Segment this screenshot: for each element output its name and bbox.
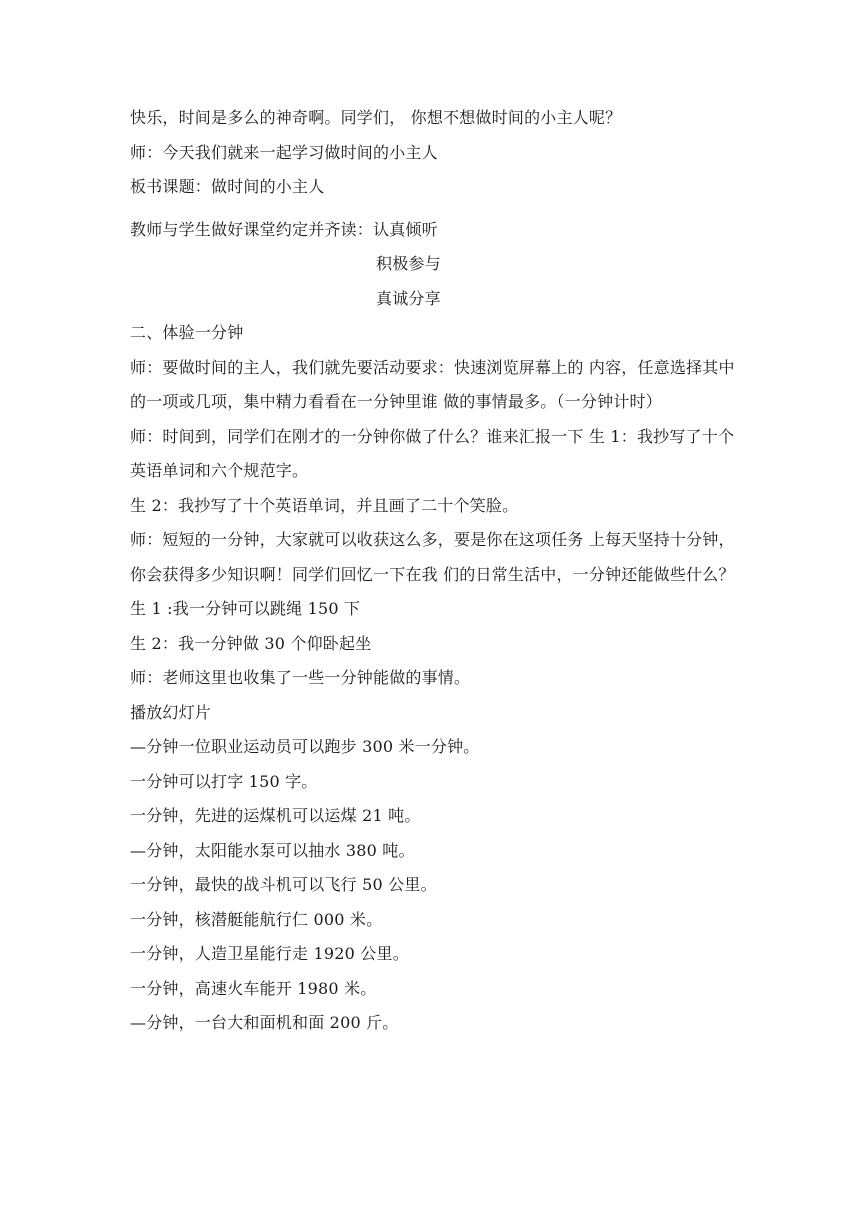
list-item-coal-machine: 一分钟，先进的运煤机可以运煤 21 吨。 [130,806,421,825]
paragraph-student-2-report: 生 2：我抄写了十个英语单词，并且画了二十个笑脸。 [130,495,519,515]
paragraph-teacher-collected: 师：老师这里也收集了一些一分钟能做的事情。 [130,668,471,687]
list-item-solar-pump: —分钟，太阳能水泵可以抽水 380 吨。 [130,840,415,860]
paragraph-agreement-item-2: 积极参与 [376,254,441,273]
paragraph-board-title: 板书课题：做时间的小主人 [130,177,325,196]
list-item-submarine: 一分钟，核潜艇能航行仁 000 米。 [130,909,383,929]
paragraph-student-2-situps: 生 2：我一分钟做 30 个仰卧起坐 [130,633,372,653]
paragraph-teacher-intro: 师：今天我们就来一起学习做时间的小主人 [130,142,438,162]
list-item-runner: —分钟一位职业运动员可以跑步 300 米一分钟。 [130,737,480,756]
section-heading-experience-minute: 二、体验一分钟 [130,323,244,342]
paragraph-teacher-summary: 师：短短的一分钟，大家就可以收获这么多，要是你在这项任务 上每天坚持十分钟，你会获得多少知识啊！同学们回忆一下在我 们的日常生活中，一分钟还能做些什么？ [130,530,735,584]
list-item-fighter-jet: 一分钟，最快的战斗机可以飞行 50 公里。 [130,875,437,894]
paragraph-agreement-item-3: 真诚分享 [376,288,441,308]
paragraph-time-up: 师：时间到，同学们在刚才的一分钟你做了什么？谁来汇报一下 生 1：我抄写了十个英语单词和六个规范字。 [130,426,735,480]
paragraph-play-slides: 播放幻灯片 [130,702,212,722]
list-item-dough-mixer: —分钟，一台大和面机和面 200 斤。 [130,1013,399,1032]
list-item-satellite: 一分钟，人造卫星能行走 1920 公里。 [130,944,409,963]
document-body [130,101,740,1041]
paragraph-intro: 快乐，时间是多么的神奇啊。同学们， 你想不想做时间的小主人呢？ [130,108,622,127]
paragraph-class-agreement: 教师与学生做好课堂约定并齐读：认真倾听 [130,219,438,239]
list-item-typing: 一分钟可以打字 150 字。 [130,771,318,791]
paragraph-activity-requirements: 师：要做时间的主人，我们就先要活动要求：快速浏览屏幕上的 内容，任意选择其中的一项或几项，集中精力看看在一分钟里谁 做的事情最多。（一分钟计时） [130,357,735,411]
list-item-train: 一分钟，高速火车能开 1980 米。 [130,978,377,998]
paragraph-student-1-jump-rope: 生 1 :我一分钟可以跳绳 150 下 [130,599,361,618]
